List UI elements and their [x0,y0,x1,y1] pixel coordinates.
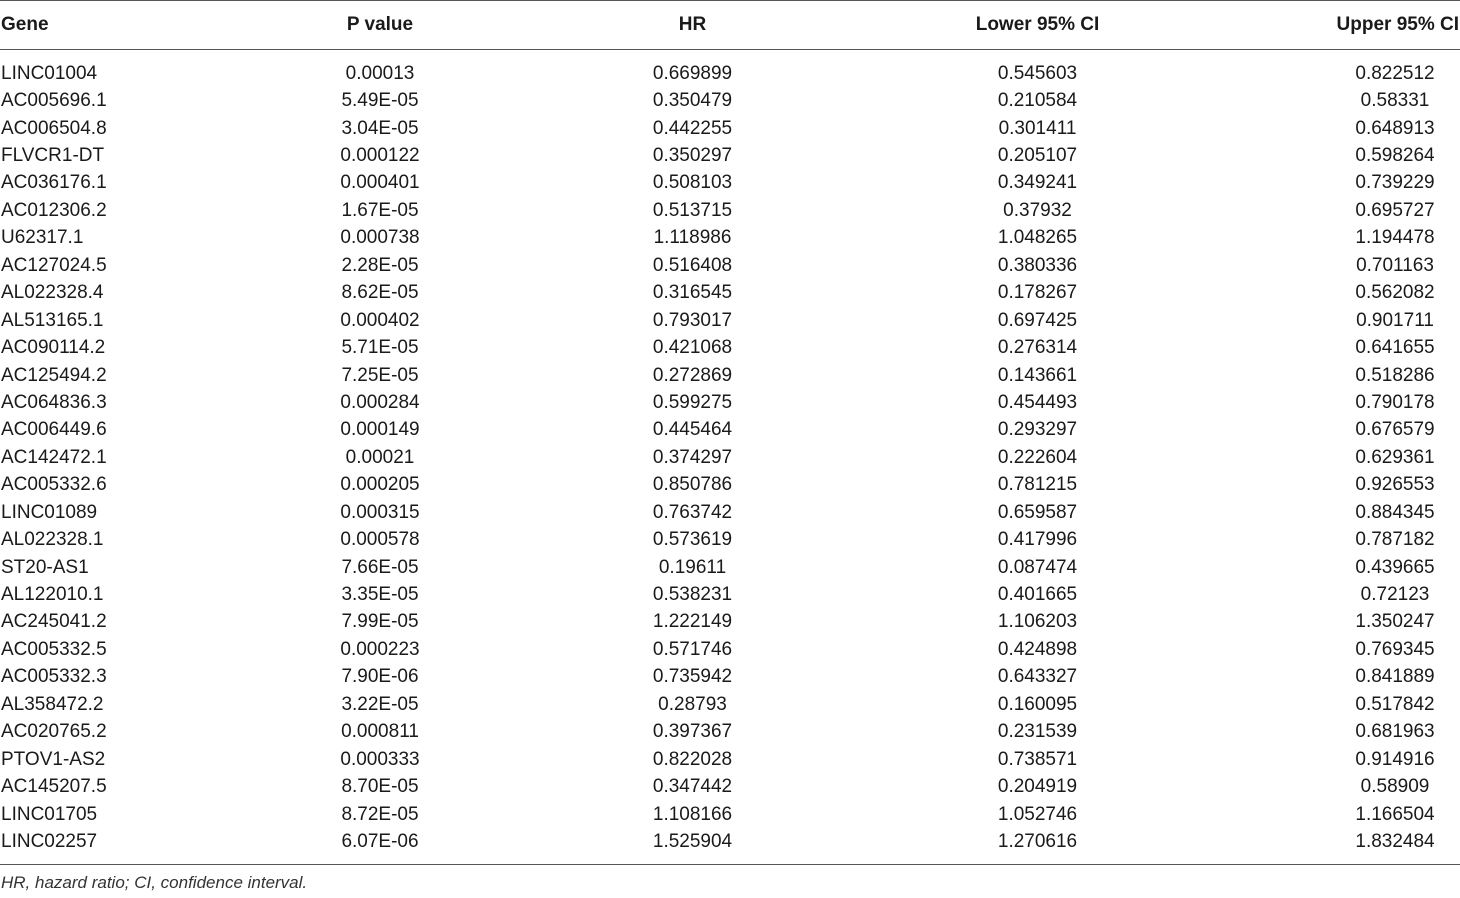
cell-gene: AC245041.2 [1,611,107,633]
table-row [0,252,1460,279]
cell-lower-ci: 1.270616 [997,830,1078,852]
cell-gene: AC005332.5 [1,638,107,660]
cell-lower-ci: 0.454493 [997,391,1078,413]
cell-upper-ci: 0.914916 [1355,748,1435,770]
cell-lower-ci: 0.417996 [997,529,1078,551]
cell-p-value: 0.000333 [340,748,420,770]
table-row [0,87,1460,114]
cell-upper-ci: 1.350247 [1355,611,1435,633]
cell-lower-ci: 0.301411 [998,117,1077,139]
cell-upper-ci: 0.790178 [1355,391,1435,413]
cell-hr: 0.513715 [652,199,733,221]
cell-p-value: 3.35E-05 [341,584,419,606]
cell-lower-ci: 1.052746 [997,803,1078,825]
table-row [0,773,1460,800]
cell-upper-ci: 0.701163 [1356,254,1434,276]
cell-gene: AL513165.1 [1,309,104,331]
table-row [0,197,1460,224]
cell-p-value: 7.25E-05 [341,364,419,386]
cell-upper-ci: 0.439665 [1355,556,1435,578]
table-row [0,334,1460,361]
cell-p-value: 0.000811 [341,721,419,743]
cell-p-value: 0.00021 [345,446,415,468]
table-row [0,444,1460,471]
cell-hr: 0.571746 [652,638,733,660]
cell-upper-ci: 0.518286 [1355,364,1435,386]
table-row [0,801,1460,828]
cell-upper-ci: 0.822512 [1355,62,1435,84]
table-row [0,746,1460,773]
cell-upper-ci: 0.841889 [1355,666,1435,688]
header-row [0,1,1460,50]
cell-lower-ci: 0.738571 [997,748,1078,770]
cell-hr: 0.316545 [652,282,733,304]
table-row [0,554,1460,581]
cell-p-value: 0.000402 [340,309,420,331]
table-row [0,581,1460,608]
cell-upper-ci: 0.72123 [1360,584,1430,606]
cell-p-value: 0.000315 [340,501,420,523]
table-row [0,499,1460,526]
cell-p-value: 7.99E-05 [341,611,419,633]
header-gene: Gene [1,14,49,35]
cell-p-value: 3.22E-05 [341,693,419,715]
cell-lower-ci: 1.048265 [997,227,1078,249]
cell-gene: ST20-AS1 [1,556,89,578]
cell-gene: AC020765.2 [1,721,107,743]
cell-gene: AL022328.1 [1,529,104,551]
cell-lower-ci: 0.424898 [997,638,1078,660]
cell-gene: AC005332.3 [1,666,107,688]
cell-upper-ci: 0.598264 [1355,145,1435,167]
cell-p-value: 7.66E-05 [341,556,419,578]
cell-lower-ci: 0.178267 [997,282,1078,304]
cell-hr: 1.222149 [652,611,733,633]
cell-lower-ci: 0.37932 [1003,199,1072,221]
cell-upper-ci: 0.58331 [1360,90,1430,112]
cell-p-value: 6.07E-06 [341,830,419,852]
cell-gene: AC005696.1 [1,90,107,112]
cell-lower-ci: 0.401665 [997,584,1078,606]
cell-hr: 0.735942 [652,666,733,688]
cell-lower-ci: 0.380336 [997,254,1078,276]
cell-upper-ci: 0.676579 [1355,419,1435,441]
cell-p-value: 0.000284 [340,391,420,413]
cell-gene: AC012306.2 [1,199,107,221]
table-row [0,636,1460,663]
table-row [0,115,1460,142]
cell-lower-ci: 0.349241 [997,172,1078,194]
cell-p-value: 0.000401 [340,172,420,194]
table-row [0,225,1460,252]
cell-lower-ci: 0.204919 [997,776,1078,798]
cell-upper-ci: 0.926553 [1355,474,1435,496]
table-footnote: HR, hazard ratio; CI, confidence interval. [1,872,308,892]
cell-hr: 0.421068 [652,337,733,359]
cell-lower-ci: 0.210584 [997,90,1078,112]
cell-hr: 0.374297 [652,446,733,468]
cell-hr: 0.538231 [652,584,733,606]
cell-gene: AC006449.6 [1,419,107,441]
cell-gene: AC036176.1 [1,172,107,194]
table-body [0,50,1460,865]
table-row [0,526,1460,553]
cell-gene: AC005332.6 [1,474,107,496]
cell-hr: 0.669899 [652,62,733,84]
cell-p-value: 0.000738 [340,227,420,249]
cell-upper-ci: 0.769345 [1355,638,1435,660]
cell-hr: 0.350297 [652,145,733,167]
table-row [0,307,1460,334]
cell-gene: AC006504.8 [1,117,107,139]
cell-hr: 1.525904 [652,830,733,852]
cell-upper-ci: 0.562082 [1355,282,1435,304]
cell-gene: AC090114.2 [1,337,106,359]
table-row [0,170,1460,197]
cell-hr: 0.350479 [652,90,733,112]
cell-p-value: 0.000223 [340,638,420,660]
cell-hr: 0.442255 [652,117,733,139]
cell-upper-ci: 0.884345 [1355,501,1435,523]
cell-p-value: 8.62E-05 [341,282,419,304]
cell-upper-ci: 0.648913 [1355,117,1435,139]
table-header [0,1,1460,50]
table-row [0,50,1460,88]
cell-lower-ci: 0.231539 [997,721,1078,743]
cell-upper-ci: 0.739229 [1355,172,1435,194]
cell-hr: 0.850786 [652,474,733,496]
cell-upper-ci: 0.641655 [1355,337,1435,359]
cell-hr: 0.508103 [652,172,733,194]
table-row [0,609,1460,636]
cell-hr: 1.118986 [653,227,732,249]
cell-lower-ci: 0.643327 [997,666,1078,688]
header-upper-ci: Upper 95% CI [1336,14,1459,35]
cell-gene: AC145207.5 [1,776,107,798]
cell-hr: 0.272869 [652,364,733,386]
cell-gene: AL122010.1 [1,584,104,606]
cell-gene: LINC01004 [1,62,98,84]
cell-p-value: 0.00013 [345,62,415,84]
cell-p-value: 0.000122 [340,145,420,167]
table-row [0,417,1460,444]
cell-hr: 0.516408 [652,254,733,276]
table-row [0,828,1460,864]
cell-p-value: 8.72E-05 [341,803,419,825]
cell-gene: AC127024.5 [1,254,107,276]
table-row [0,142,1460,169]
table-row [0,389,1460,416]
cell-gene: LINC01089 [1,501,98,523]
cell-hr: 0.599275 [652,391,733,413]
cell-lower-ci: 1.106203 [997,611,1078,633]
cell-lower-ci: 0.160095 [997,693,1078,715]
cell-upper-ci: 1.194478 [1355,227,1435,249]
table-row [0,719,1460,746]
cell-gene: AL358472.2 [1,693,104,715]
cell-hr: 0.763742 [652,501,733,523]
cell-hr: 0.397367 [652,721,733,743]
header-hr: HR [678,14,707,35]
cell-lower-ci: 0.222604 [997,446,1078,468]
cell-upper-ci: 1.832484 [1355,830,1435,852]
cell-lower-ci: 0.276314 [997,337,1078,359]
cell-p-value: 2.28E-05 [341,254,419,276]
cell-gene: U62317.1 [1,227,84,249]
cell-upper-ci: 0.695727 [1355,199,1435,221]
table-row [0,472,1460,499]
cell-upper-ci: 0.58909 [1360,776,1430,798]
cell-hr: 1.108166 [652,803,733,825]
cell-upper-ci: 0.787182 [1355,529,1435,551]
cell-gene: AC142472.1 [1,446,107,468]
cell-lower-ci: 0.781215 [997,474,1078,496]
cell-hr: 0.445464 [652,419,733,441]
cell-hr: 0.793017 [652,309,733,331]
cell-hr: 0.19611 [658,556,727,578]
cell-lower-ci: 0.545603 [997,62,1078,84]
header-lower-ci: Lower 95% CI [975,14,1100,35]
cell-lower-ci: 0.659587 [997,501,1078,523]
cell-lower-ci: 0.293297 [997,419,1078,441]
table-row [0,664,1460,691]
cell-p-value: 0.000205 [340,474,420,496]
cell-gene: AL022328.4 [1,282,104,304]
cell-p-value: 8.70E-05 [341,776,419,798]
cell-gene: AC064836.3 [1,391,107,413]
cell-upper-ci: 1.166504 [1355,803,1435,825]
table-row [0,691,1460,718]
cell-p-value: 0.000578 [340,529,420,551]
cell-p-value: 5.49E-05 [341,90,419,112]
cell-hr: 0.347442 [652,776,733,798]
cell-gene: AC125494.2 [1,364,107,386]
cell-upper-ci: 0.517842 [1355,693,1435,715]
cell-lower-ci: 0.205107 [997,145,1078,167]
cell-hr: 0.28793 [658,693,727,715]
cell-hr: 0.573619 [652,529,733,551]
cell-p-value: 5.71E-05 [341,337,419,359]
cell-p-value: 7.90E-06 [341,666,419,688]
cell-lower-ci: 0.087474 [997,556,1078,578]
cell-lower-ci: 0.143661 [997,364,1078,386]
cell-p-value: 0.000149 [340,419,420,441]
table-row [0,362,1460,389]
cell-gene: PTOV1-AS2 [1,748,106,770]
header-p-value: P value [346,14,414,35]
cell-p-value: 3.04E-05 [341,117,419,139]
table-row [0,280,1460,307]
cell-gene: LINC01705 [1,803,98,825]
cell-hr: 0.822028 [652,748,733,770]
cell-gene: LINC02257 [1,830,98,852]
cell-upper-ci: 0.901711 [1356,309,1434,331]
cell-p-value: 1.67E-05 [341,199,419,221]
cell-lower-ci: 0.697425 [997,309,1078,331]
cell-upper-ci: 0.681963 [1355,721,1435,743]
cell-gene: FLVCR1-DT [1,145,105,167]
cell-upper-ci: 0.629361 [1355,446,1435,468]
